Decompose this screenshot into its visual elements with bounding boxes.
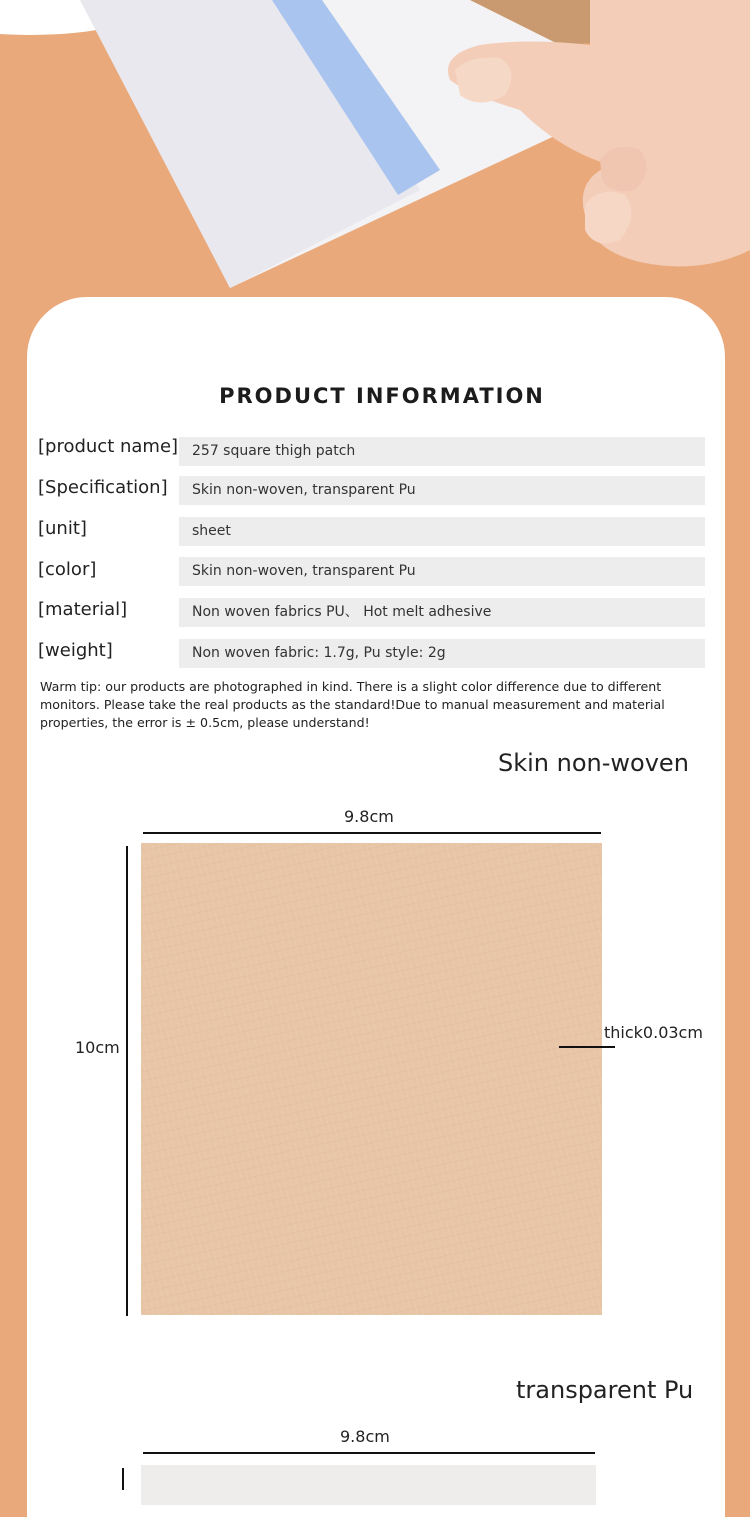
- pu-width-dimension-line: [143, 1452, 595, 1454]
- section-title: PRODUCT INFORMATION: [219, 384, 545, 408]
- hero-photo: [0, 0, 750, 300]
- row-value-material: Non woven fabrics PU、 Hot melt adhesive: [179, 598, 705, 627]
- skin-width-dimension-line: [143, 832, 601, 834]
- row-value-specification: Skin non-woven, transparent Pu: [179, 476, 705, 505]
- warm-tip-text: Warm tip: our products are photographed in kind. There is a slight color difference due to different monitors. Please take the real products as the standard!Due to manual measurement and material properties, the error is ± 0.5cm, please understand!: [40, 679, 665, 730]
- skin-patch-swatch: [141, 843, 602, 1315]
- row-label-product-name: [product name]: [38, 436, 179, 457]
- pu-width-label: 9.8cm: [340, 1427, 390, 1446]
- pu-section-title: transparent Pu: [516, 1376, 694, 1404]
- pu-patch-swatch: [141, 1465, 596, 1505]
- row-label-color: [color]: [38, 559, 97, 580]
- row-value-unit: sheet: [179, 517, 705, 546]
- skin-section-title: Skin non-woven: [498, 749, 689, 777]
- row-value-weight: Non woven fabric: 1.7g, Pu style: 2g: [179, 639, 705, 668]
- row-label-weight: [weight]: [38, 640, 113, 661]
- row-label-unit: [unit]: [38, 518, 87, 539]
- row-label-specification: [Specification]: [38, 477, 168, 498]
- hand-holding-patch-illustration: [0, 0, 750, 300]
- skin-thickness-line: [559, 1046, 615, 1048]
- row-value-color: Skin non-woven, transparent Pu: [179, 557, 705, 586]
- skin-height-label: 10cm: [75, 1038, 120, 1057]
- skin-thickness-label: thick0.03cm: [604, 1023, 703, 1042]
- row-value-product-name: 257 square thigh patch: [179, 437, 705, 466]
- row-label-material: [material]: [38, 599, 128, 620]
- skin-height-dimension-line: [126, 846, 128, 1316]
- pu-height-dimension-line: [122, 1468, 124, 1490]
- skin-width-label: 9.8cm: [344, 807, 394, 826]
